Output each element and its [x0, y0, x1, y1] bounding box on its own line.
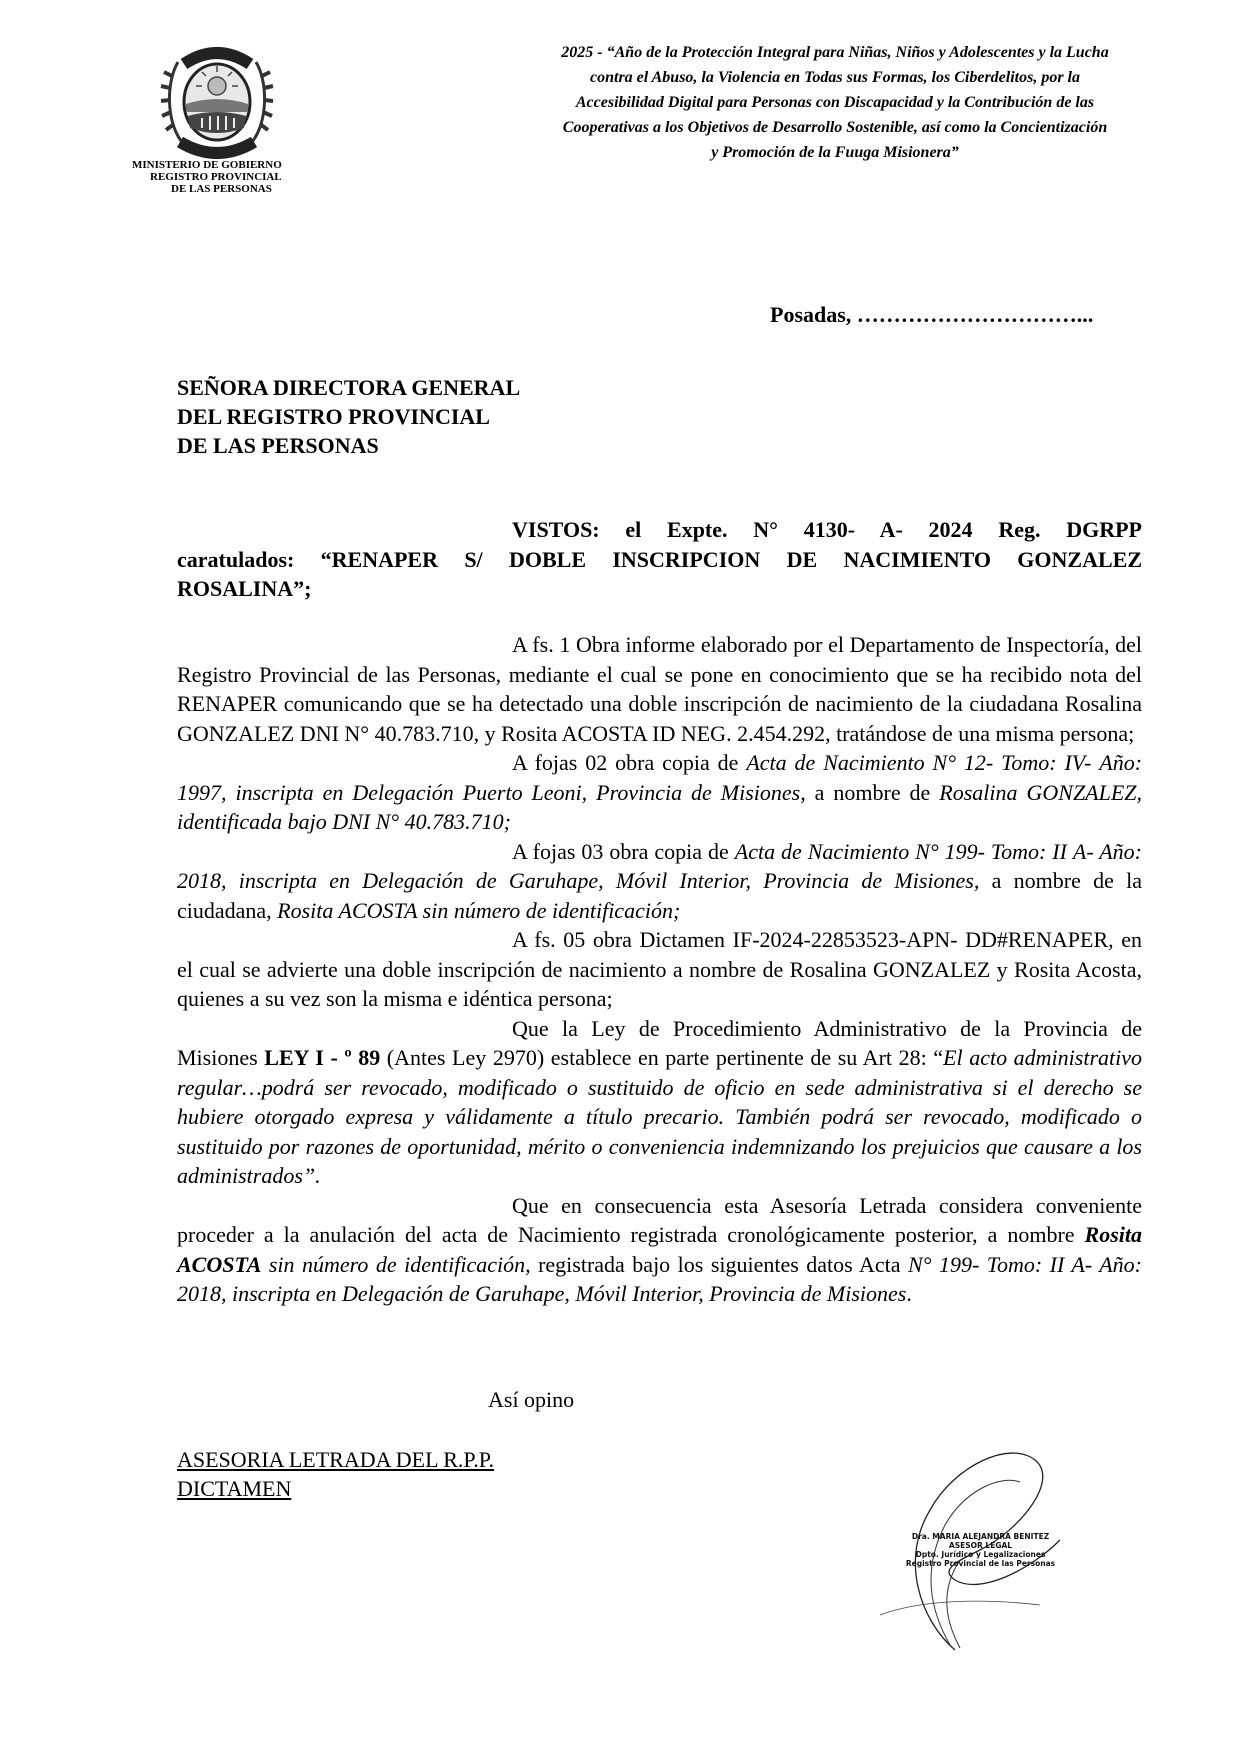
office-signature-block: [177, 1445, 494, 1503]
stamp-line: Dra. MARIA ALEJANDRA BENITEZ: [911, 1532, 1050, 1541]
vistos-line-1: VISTOS: el Expte. N° 4130- A- 2024 Reg. DGRPP: [512, 517, 1142, 542]
paragraph-acta-12: A fojas 02 obra copia de Acta de Nacimiento N° 12- Tomo: IV- Año: 1997, inscripta en Delegación Puerto Leoni, Provincia de Misiones, a nombre de Rosalina GONZALEZ, identificada bajo DNI N° 40.783.710;: [177, 750, 1143, 834]
vistos-section: [177, 515, 1142, 604]
paragraph-informe: A fs. 1 Obra informe elaborado por el Departamento de Inspectoría, del Registro Provincial de las Personas, mediante el cual se pone en conocimiento que se ha recibido nota del RENAPER comunicando que se ha detectado una doble inscripción de nacimiento de la ciudadana Rosalina GONZALEZ DNI N° 40.783.710, y Rosita ACOSTA ID NEG. 2.454.292, tratándose de una misma persona;: [177, 632, 1143, 746]
vistos-line-2: caratulados: “RENAPER S/ DOBLE INSCRIPCION DE NACIMIENTO GONZALEZ: [177, 546, 1142, 572]
year-motto: [470, 40, 1200, 165]
vistos-line-3: ROSALINA”;: [177, 576, 312, 601]
motto-line: contra el Abuso, la Violencia en Todas sus Formas, los Ciberdelitos, por la: [590, 69, 1080, 86]
stamp-line: Registro Provincial de las Personas: [905, 1559, 1056, 1568]
closing-phrase: Así opino: [488, 1387, 575, 1412]
ministry-line-3: DE LAS PERSONAS: [171, 183, 272, 195]
paragraph-dictamen: A fs. 05 obra Dictamen IF-2024-22853523-APN- DD#RENAPER, en el cual se advierte una doble inscripción de nacimiento a nombre de Rosalina GONZALEZ y Rosita Acosta, quienes a su vez son la misma e idéntica persona;: [177, 927, 1142, 1011]
official-stamp: [903, 1532, 1058, 1568]
motto-line: Cooperativas a los Objetivos de Desarrollo Sostenible, así como la Concientización: [562, 119, 1108, 136]
province-seal-logo: [158, 42, 276, 162]
addressee-line: DE LAS PERSONAS: [177, 433, 379, 458]
document-type: DICTAMEN: [177, 1476, 292, 1501]
office-name: ASESORIA LETRADA DEL R.P.P.: [177, 1447, 495, 1472]
addressee-line: SEÑORA DIRECTORA GENERAL: [177, 375, 521, 400]
stamp-line: ASESOR LEGAL: [948, 1541, 1013, 1550]
considerandos: [177, 630, 1142, 1309]
place-date: Posadas, …………………………...: [770, 302, 1094, 327]
ministry-header: [118, 159, 318, 195]
paragraph-acta-199: A fojas 03 obra copia de Acta de Nacimiento N° 199- Tomo: II A- Año: 2018, inscripta en Delegación de Garuhape, Móvil Interior, Provincia de Misiones, a nombre de la ciudadana, Rosita ACOSTA sin número de identificación;: [177, 838, 1143, 923]
addressee: [177, 373, 520, 460]
motto-line: Accesibilidad Digital para Personas con Discapacidad y la Contribución de las: [575, 94, 1095, 111]
paragraph-ley: Que la Ley de Procedimiento Administrativo de la Provincia de Misiones LEY I - º 89 (Antes Ley 2970) establece en parte pertinente de su Art 28: “El acto administrativo regular…podrá ser revocado, modificado o sustituido de oficio en sede administrativa si el derecho se hubiere otorgado expresa y válidamente a título precario. También podrá ser revocado, modificado o sustituido por razones de oportunidad, mérito o conveniencia indemnizando los prejuicios que causare a los administrados”.: [177, 1015, 1143, 1188]
motto-line: 2025 - “Año de la Protección Integral para Niñas, Niños y Adolescentes y la Lucha: [561, 44, 1109, 61]
ministry-line-1: MINISTERIO DE GOBIERNO: [132, 159, 282, 171]
ministry-line-2: REGISTRO PROVINCIAL: [150, 171, 282, 183]
stamp-line: Dpto. Jurídico y Legalizaciones: [915, 1550, 1046, 1559]
paragraph-conclusion: Que en consecuencia esta Asesoría Letrada considera conveniente proceder a la anulación del acta de Nacimiento registrada cronológicamente posterior, a nombre Rosita ACOSTA sin número de identificación, registrada bajo los siguientes datos Acta N° 199- Tomo: II A- Año: 2018, inscripta en Delegación de Garuhape, Móvil Interior, Provincia de Misiones.: [177, 1192, 1143, 1306]
addressee-line: DEL REGISTRO PROVINCIAL: [177, 404, 490, 429]
motto-line: y Promoción de la Fuuga Misionera”: [711, 144, 959, 161]
